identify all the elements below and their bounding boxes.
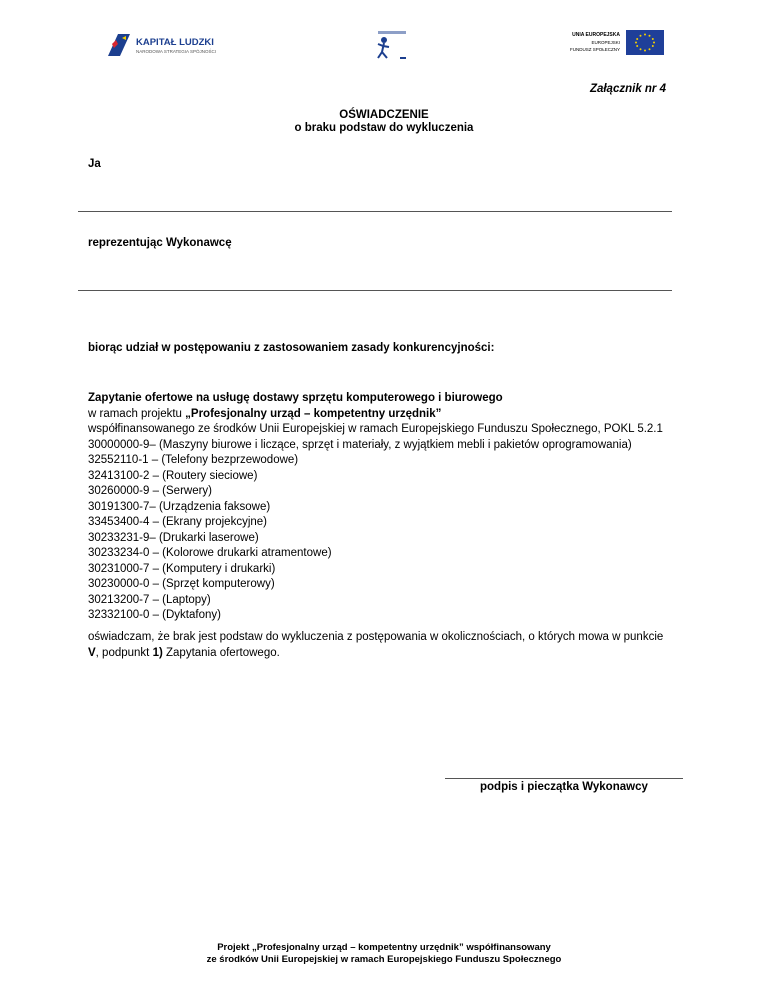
kapital-ludzki-title: KAPITAŁ LUDZKI (136, 37, 214, 48)
declaration-text (88, 629, 688, 661)
ja-label: Ja (88, 158, 101, 170)
annex-label: Załącznik nr 4 (589, 83, 666, 95)
contractor-line (78, 290, 672, 291)
inquiry-cofinanced: współfinansowanego ze środków Unii Europejskiej w ramach Europejskiego Funduszu Społecznego, POKL 5.2.1 (88, 423, 663, 435)
signature-line (445, 778, 683, 779)
list-item: 30233231-9– (Drukarki laserowe) (88, 531, 259, 544)
list-item: 33453400-4 – (Ekrany projekcyjne) (88, 516, 267, 528)
inquiry-project (88, 407, 688, 423)
eu-logo-line2: EUROPEJSKI (591, 40, 620, 45)
representing-label: reprezentując Wykonawcę (88, 237, 232, 249)
project-name: „Profesjonalny urząd – kompetentny urzędnik” (185, 407, 442, 420)
kapital-ludzki-subtitle: NARODOWA STRATEGIA SPÓJNOŚCI (136, 49, 217, 54)
declaration-part2: , podpunkt (95, 647, 153, 659)
footer-line2: ze środków Unii Europejskiej w ramach Europejskiego Funduszu Społecznego (206, 954, 562, 965)
declaration-line1: oświadczam, że brak jest podstaw do wykluczenia z postępowania w okolicznościach, o których mowa w punkcie (88, 631, 664, 643)
list-item: 30231000-7 – (Komputery i drukarki) (88, 562, 276, 575)
page-subtitle: o braku podstaw do wykluczenia (294, 122, 474, 134)
inquiry-block (88, 391, 688, 624)
cpv-code-list (88, 438, 688, 624)
eu-logo-line3: FUNDUSZ SPOŁECZNY (569, 47, 620, 52)
project-prefix: w ramach projektu (88, 407, 186, 420)
list-item: 32332100-0 – (Dyktafony) (88, 609, 221, 621)
page-title: OŚWIADCZENIE (339, 109, 429, 121)
list-item: 30260000-9 – (Serwery) (88, 485, 213, 497)
name-line (78, 211, 672, 212)
list-item: 30191300-7– (Urządzenia faksowe) (88, 500, 271, 513)
list-item: 30000000-9– (Maszyny biurowe i liczące, sprzęt i materiały, z wyjątkiem mebli i pakietów oprogramowania) (88, 438, 632, 451)
eu-flag-icon (626, 30, 664, 55)
eu-logo-line1: UNIA EUROPEJSKA (572, 32, 620, 38)
kapital-ludzki-logo (104, 28, 224, 62)
list-item: 32413100-2 – (Routery sieciowe) (88, 469, 258, 482)
declaration-part3: Zapytania ofertowego. (162, 647, 280, 659)
declaration-subpoint: 1) (152, 647, 163, 659)
list-item: 30233234-0 – (Kolorowe drukarki atramentowe) (88, 547, 332, 559)
center-logo (374, 30, 410, 62)
kapital-ludzki-emblem-icon (104, 30, 134, 60)
signature-label: podpis i pieczątka Wykonawcy (480, 781, 648, 793)
running-figure-icon (374, 30, 410, 62)
list-item: 32552110-1 – (Telefony bezprzewodowe) (88, 454, 299, 466)
participating-label: biorąc udział w postępowaniu z zastosowaniem zasady konkurencyjności: (88, 342, 495, 354)
inquiry-title: Zapytanie ofertowe na usługę dostawy sprzętu komputerowego i biurowego (88, 392, 503, 404)
eu-logo (568, 30, 664, 56)
list-item: 30230000-0 – (Sprzęt komputerowy) (88, 578, 275, 590)
list-item: 30213200-7 – (Laptopy) (88, 593, 211, 606)
declaration-point: V (88, 647, 96, 659)
declaration-line2 (88, 645, 688, 661)
footer-line1: Projekt „Profesjonalny urząd – kompetentny urzędnik” współfinansowany (217, 942, 551, 953)
